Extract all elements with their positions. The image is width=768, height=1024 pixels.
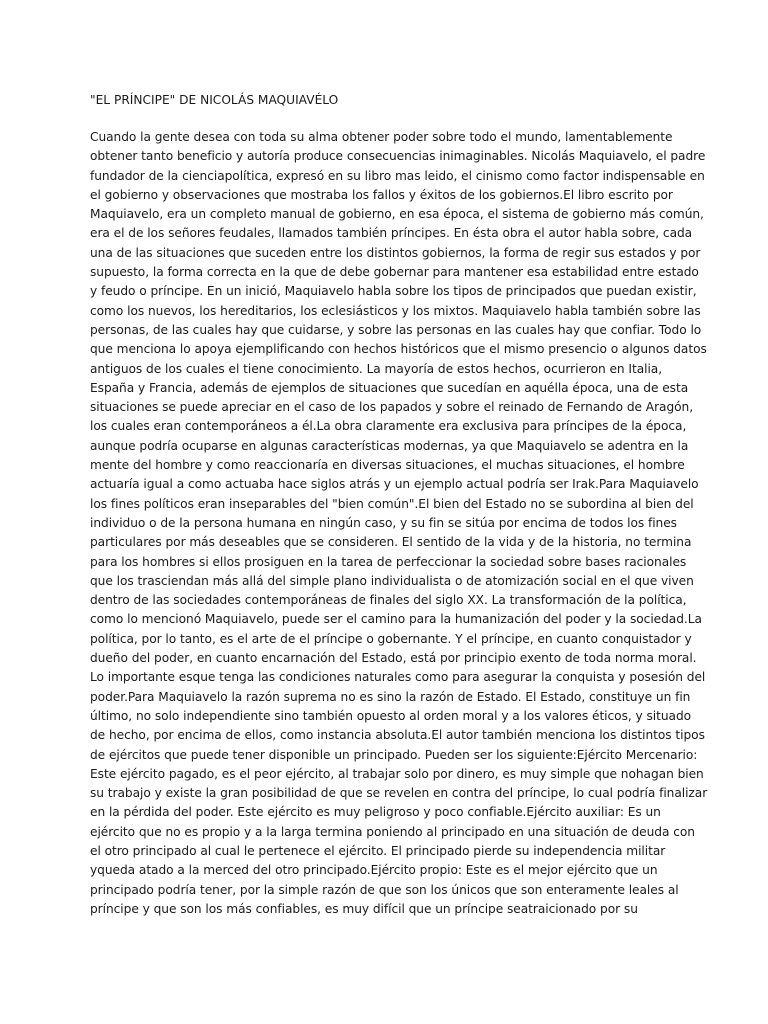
document-body: Cuando la gente desea con toda su alma obtener poder sobre todo el mundo, lamentablemente obtener tanto beneficio y autoría produce consecuencias inimaginables. Nicolás Maquiavelo, el padre fundador de la cienciapolítica, expresó en su libro mas leido, el cinismo como factor indispensable en el gobierno y observaciones que mostraba los fallos y éxitos de los gobiernos.El libro escrito por Maquiavelo, era un completo manual de gobierno, en esa época, el sistema de gobierno más común, era el de los señores feudales, llamados también príncipes. En ésta obra el autor habla sobre, cada una de las situaciones que suceden entre los distintos gobiernos, la forma de regir sus estados y por supuesto, la forma correcta en la que de debe gobernar para mantener esa estabilidad entre estado y feudo o príncipe. En un inició, Maquiavelo habla sobre los tipos de principados que puedan existir, como los nuevos, los hereditarios, los eclesiásticos y los mixtos. Maquiavelo habla también sobre las personas, de las cuales hay que cuidarse, y sobre las personas en las cuales hay que confiar. Todo lo que menciona lo apoya ejemplificando con hechos históricos que el mismo presencio o algunos datos antiguos de los cuales el tiene conocimiento. La mayoría de estos hechos, ocurrieron en Italia, España y Francia, además de ejemplos de situaciones que sucedían en aquélla época, una de esta situaciones se puede apreciar en el caso de los papados y sobre el reinado de Fernando de Aragón, los cuales eran contemporáneos a él.La obra claramente era exclusiva para príncipes de la época, aunque podría ocuparse en algunas características modernas, ya que Maquiavelo se adentra en la mente del hombre y como reaccionaría en diversas situaciones, el muchas situaciones, el hombre actuaría igual a como actuaba hace siglos atrás y un ejemplo actual podría ser Irak.Para Maquiavelo los fines políticos eran inseparables del "bien común".El bien del Estado no se subordina al bien del individuo o de la persona humana en ningún caso, y su fin se sitúa por encima de todos los fines particulares por más deseables que se consideren. El sentido de la vida y de la historia, no termina para los hombres si ellos prosiguen en la tarea de perfeccionar la sociedad sobre bases racionales que los trasciendan más allá del simple plano individualista o de atomización social en el que viven dentro de las sociedades contemporáneas de finales del siglo XX. La transformación de la política, como lo mencionó Maquiavelo, puede ser el camino para la humanización del poder y la sociedad.La política, por lo tanto, es el arte de el príncipe o gobernante. Y el príncipe, en cuanto conquistador y dueño del poder, en cuanto encarnación del Estado, está por principio exento de toda norma moral. Lo importante esque tenga las condiciones naturales como para asegurar la conquista y posesión del poder.Para Maquiavelo la razón suprema no es sino la razón de Estado. El Estado, constituye un fin último, no solo independiente sino también opuesto al orden moral y a los valores éticos, y situado de hecho, por encima de ellos, como instancia absoluta.El autor también menciona los distintos tipos de ejércitos que puede tener disponible un principado. Pueden ser los siguiente:Ejército Mercenario: Este ejército pagado, es el peor ejército, al trabajar solo por dinero, es muy simple que nohagan bien su trabajo y existe la gran posibilidad de que se revelen en contra del príncipe, lo cual podría finalizar en la pérdida del poder. Este ejército es muy peligroso y poco confiable.Ejército auxiliar: Es un ejército que no es propio y a la larga termina poniendo al principado en una situación de deuda con el otro principado al cual le pertenece el ejército. El principado pierde su independencia militar yqueda atado a la merced del otro principado.Ejército propio: Este es el mejor ejército que un principado podría tener, por la simple razón de que son los únicos que son enteramente leales al príncipe y que son los más confiables, es muy difícil que un príncipe seatraicionado por su xyxy=(90,130,708,916)
document-title: "EL PRÍNCIPE" DE NICOLÁS MAQUIAVÉLO xyxy=(90,93,339,107)
